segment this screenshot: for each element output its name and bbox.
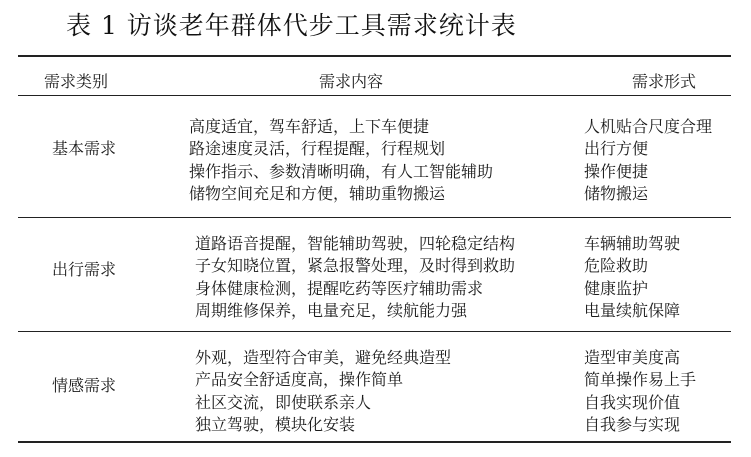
form-line: 造型审美度高 [584,348,681,367]
content-line: 道路语音提醒，智能辅助驾驶，四轮稳定结构 [195,234,516,253]
header-form: 需求形式 [632,72,697,91]
row-form-travel [584,233,680,322]
form-line: 人机贴合尺度合理 [584,117,713,136]
header-rule [18,95,731,96]
content-line: 高度适宜，驾车舒适，上下车便捷 [189,117,430,136]
form-line: 危险救助 [584,256,649,276]
content-line: 独立驾驶，模块化安装 [195,414,356,434]
form-line: 储物搬运 [584,183,649,203]
table-title: 表 1 访谈老年群体代步工具需求统计表 [66,11,517,40]
content-line: 路途速度灵活，行程提醒，行程规划 [189,139,446,159]
form-line: 操作便捷 [584,161,649,181]
content-line: 外观，造型符合审美，避免经典造型 [195,348,452,367]
content-line: 子女知晓位置，紧急报警处理，及时得到救助 [195,256,516,276]
row-category-basic: 基本需求 [52,139,117,158]
form-line: 健康监护 [584,278,649,298]
content-line: 周期维修保养，电量充足，续航能力强 [195,300,468,320]
content-line: 身体健康检测，提醒吃药等医疗辅助需求 [195,278,484,298]
top-rule [18,55,731,57]
content-line: 产品安全舒适度高，操作简单 [195,370,404,390]
form-line: 简单操作易上手 [584,370,697,390]
row-content-basic [189,116,493,205]
content-line: 操作指示、参数清晰明确，有人工智能辅助 [189,161,494,181]
row-content-travel [195,233,515,322]
header-category: 需求类别 [44,72,109,91]
row-content-emotion [195,347,451,436]
form-line: 出行方便 [584,139,649,159]
form-line: 电量续航保障 [584,300,681,320]
row-category-emotion: 情感需求 [52,376,117,395]
content-line: 储物空间充足和方便，辅助重物搬运 [189,183,446,203]
bottom-rule [18,441,731,443]
form-line: 车辆辅助驾驶 [584,234,681,253]
row-form-basic [584,116,712,205]
row-rule-1 [18,217,731,218]
header-content: 需求内容 [319,72,384,91]
row-rule-2 [18,331,731,332]
row-category-travel: 出行需求 [52,260,117,279]
form-line: 自我参与实现 [584,414,681,434]
row-form-emotion [584,347,696,436]
content-line: 社区交流，即使联系亲人 [195,392,372,412]
form-line: 自我实现价值 [584,392,681,412]
